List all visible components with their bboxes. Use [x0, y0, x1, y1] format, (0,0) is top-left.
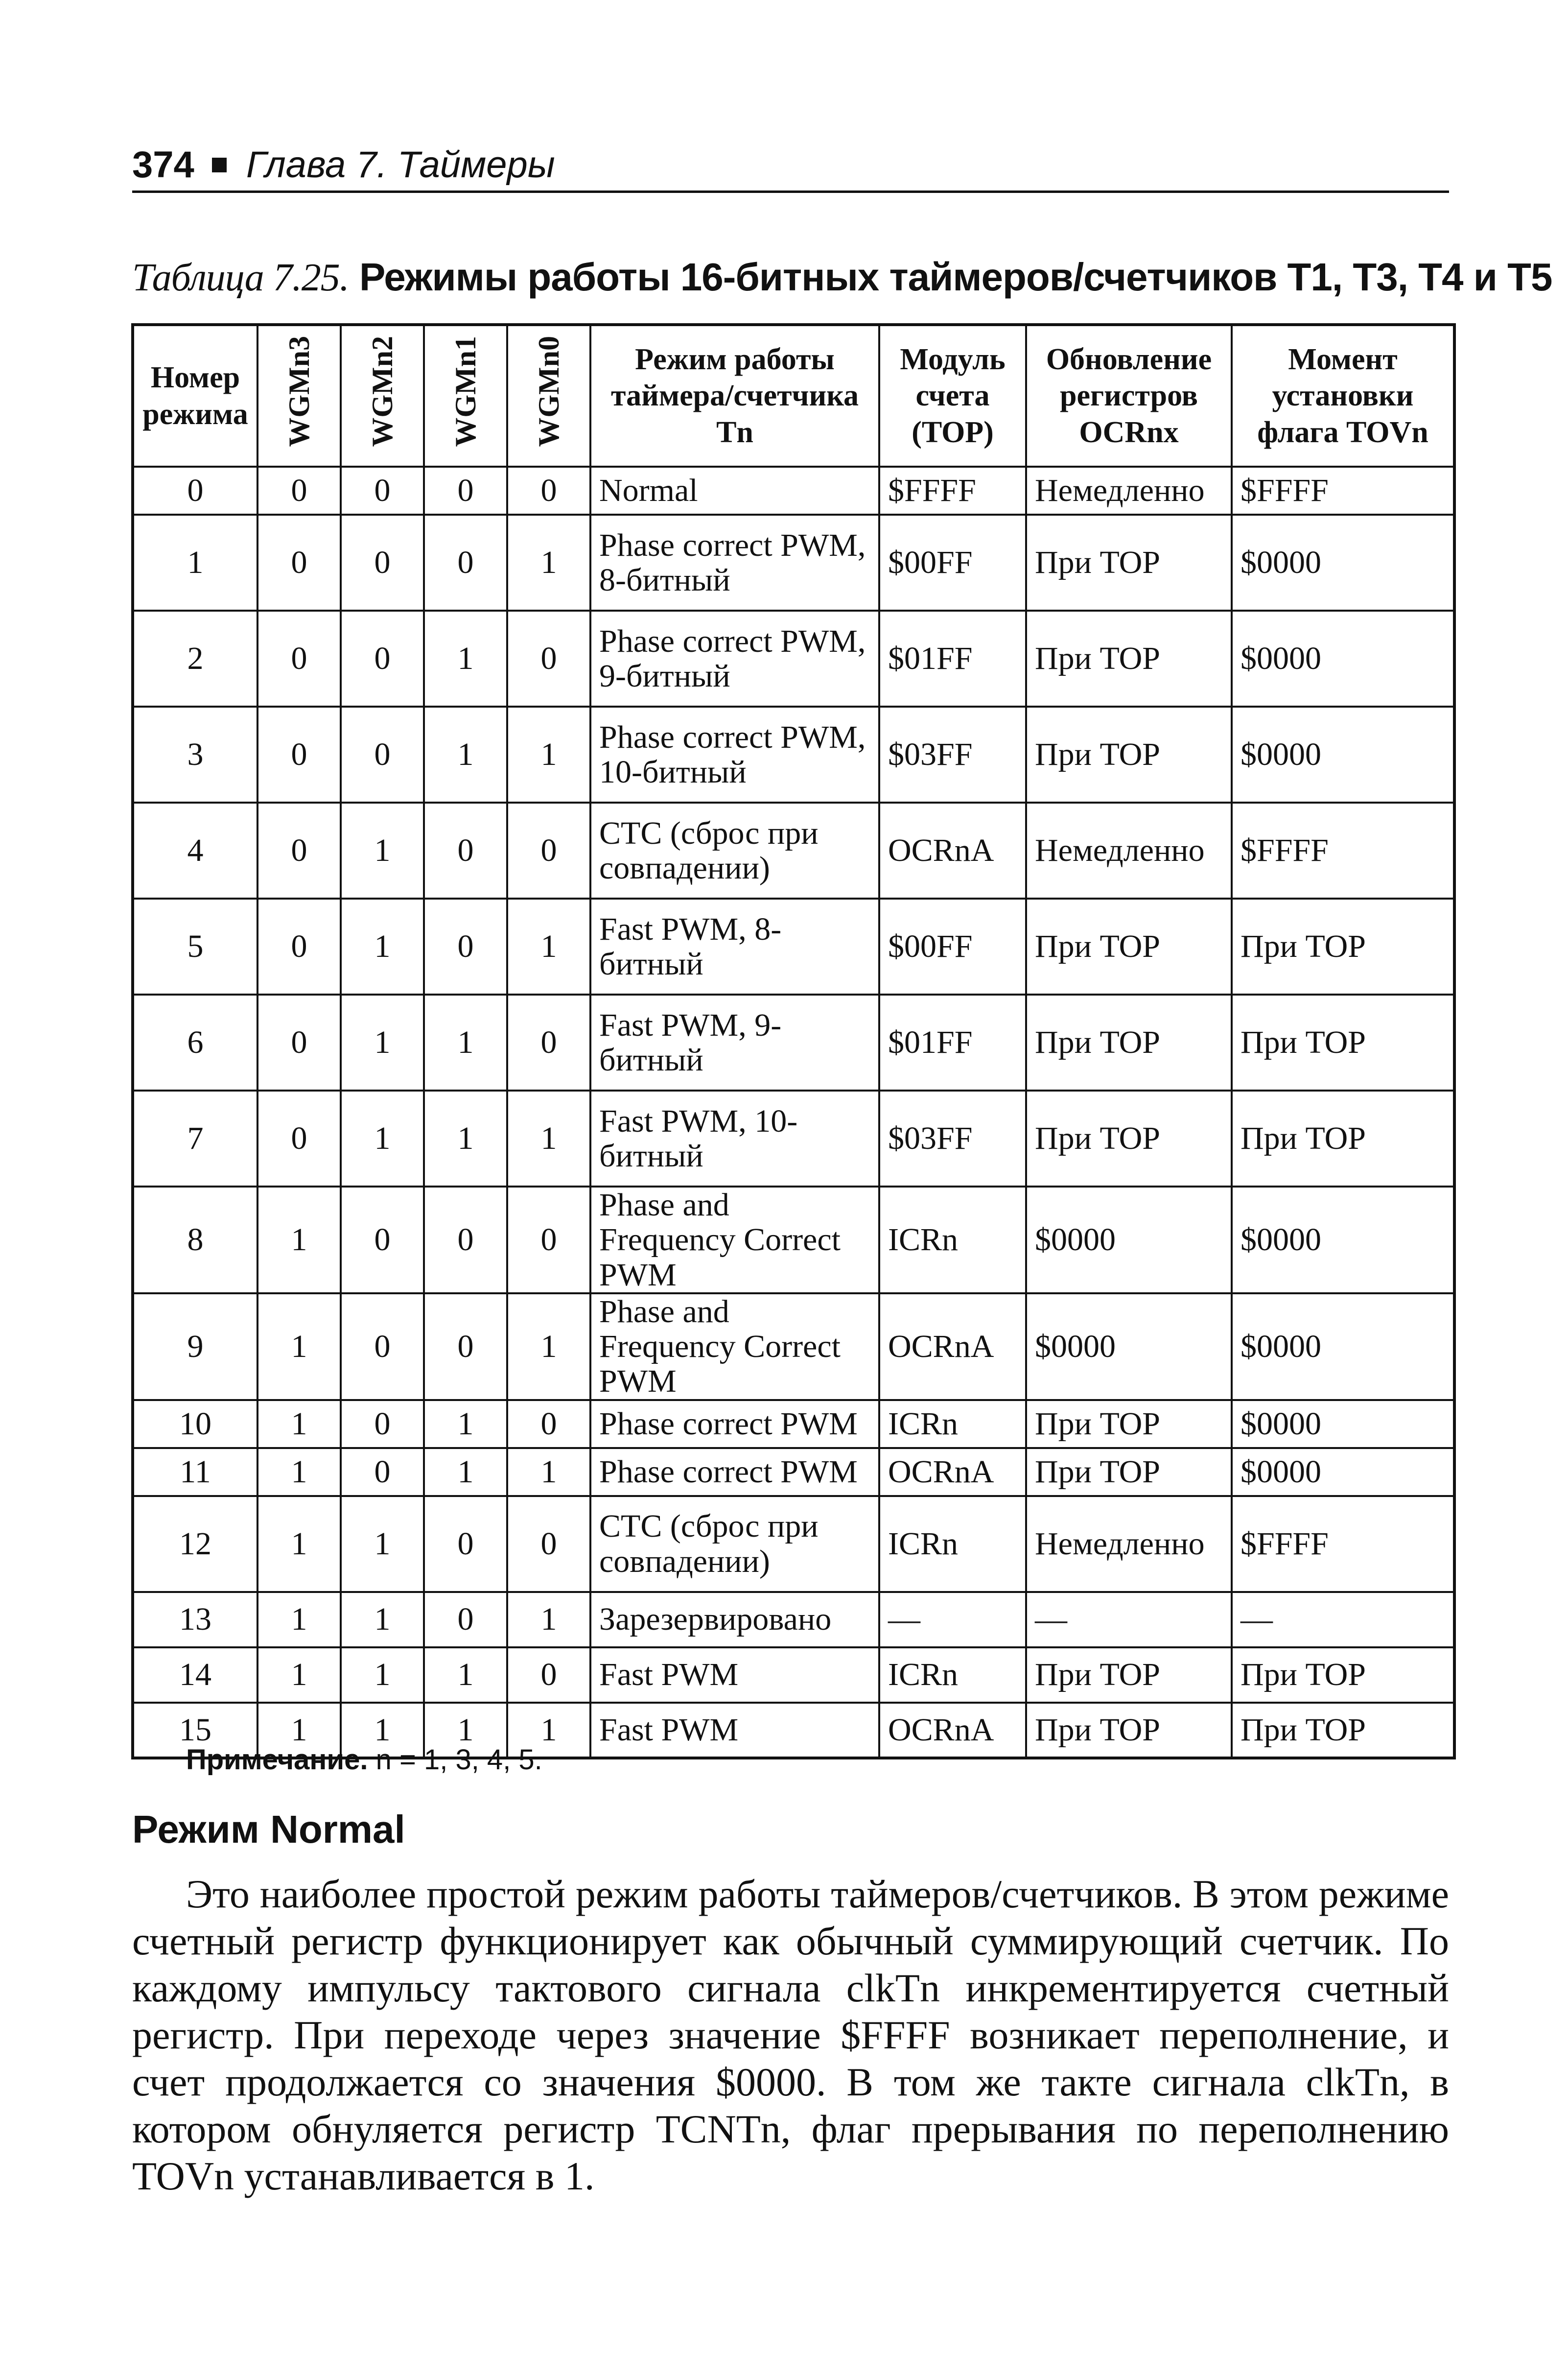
- table-row: [133, 1187, 1454, 1293]
- table-cell: 0: [341, 467, 424, 515]
- header-ocr-update: Обновление регистров OCRnx: [1026, 325, 1232, 467]
- table-cell: 0: [507, 1400, 590, 1448]
- table-cell: 2: [133, 611, 257, 707]
- table-cell: 0: [424, 515, 507, 611]
- table-cell: 1: [507, 1293, 590, 1400]
- table-cell: 1: [507, 1448, 590, 1496]
- table-cell: ICRn: [879, 1496, 1026, 1592]
- table-cell: 0: [424, 1592, 507, 1647]
- table-cell: 1: [341, 1703, 424, 1758]
- header-mode-number: Номер режима: [133, 325, 257, 467]
- table-cell: 0: [507, 1647, 590, 1703]
- table-cell: 3: [133, 707, 257, 803]
- table-cell: 0: [341, 707, 424, 803]
- table-cell: —: [879, 1592, 1026, 1647]
- table-cell: 7: [133, 1091, 257, 1187]
- table-row: [133, 899, 1454, 995]
- note-text: n = 1, 3, 4, 5.: [375, 1744, 542, 1776]
- table-cell: 0: [424, 467, 507, 515]
- header-mode: Режим работы таймера/счетчика Тn: [590, 325, 879, 467]
- section-title: Режим Normal: [132, 1807, 405, 1851]
- bullet-icon: [212, 158, 227, 172]
- table-cell: При TOP: [1026, 995, 1232, 1091]
- table-cell: Немедленно: [1026, 803, 1232, 899]
- table-cell: $00FF: [879, 899, 1026, 995]
- table-cell: Phase and Frequency Correct PWM: [590, 1187, 879, 1293]
- table-cell: $0000: [1232, 707, 1454, 803]
- table-header-row: [133, 325, 1454, 467]
- table-cell: Зарезервировано: [590, 1592, 879, 1647]
- table-cell: 1: [424, 707, 507, 803]
- table-row: [133, 803, 1454, 899]
- table-cell: 1: [507, 1592, 590, 1647]
- table-cell: 0: [424, 899, 507, 995]
- table-cell: 1: [257, 1293, 341, 1400]
- table-cell: 1: [424, 1647, 507, 1703]
- table-cell: 0: [133, 467, 257, 515]
- table-cell: Normal: [590, 467, 879, 515]
- table-row: [133, 1647, 1454, 1703]
- table-cell: 1: [507, 1703, 590, 1758]
- table-caption: [132, 255, 1552, 300]
- table-cell: $03FF: [879, 707, 1026, 803]
- table-cell: 15: [133, 1703, 257, 1758]
- header-wgm0: [507, 325, 590, 467]
- table-cell: 0: [424, 1496, 507, 1592]
- table-cell: При TOP: [1232, 899, 1454, 995]
- table-cell: $00FF: [879, 515, 1026, 611]
- table-cell: 1: [133, 515, 257, 611]
- table-cell: 0: [341, 1400, 424, 1448]
- table-cell: —: [1232, 1592, 1454, 1647]
- table-cell: OCRnA: [879, 1703, 1026, 1758]
- table-cell: 1: [507, 1091, 590, 1187]
- table-cell: 1: [507, 515, 590, 611]
- table-cell: 0: [341, 1293, 424, 1400]
- table-cell: 1: [257, 1187, 341, 1293]
- table-cell: При TOP: [1232, 1091, 1454, 1187]
- header-wgm2: [341, 325, 424, 467]
- table-cell: ICRn: [879, 1187, 1026, 1293]
- table-cell: 8: [133, 1187, 257, 1293]
- table-cell: При TOP: [1026, 1703, 1232, 1758]
- table-cell: При TOP: [1026, 1647, 1232, 1703]
- table-row: [133, 1592, 1454, 1647]
- table-cell: 4: [133, 803, 257, 899]
- table-cell: Немедленно: [1026, 1496, 1232, 1592]
- table-cell: ICRn: [879, 1647, 1026, 1703]
- table-cell: $0000: [1232, 1448, 1454, 1496]
- table-cell: 1: [424, 611, 507, 707]
- table-cell: Phase and Frequency Correct PWM: [590, 1293, 879, 1400]
- table-cell: 0: [507, 803, 590, 899]
- table-cell: 0: [257, 1091, 341, 1187]
- table-row: [133, 1448, 1454, 1496]
- table-cell: 0: [424, 1187, 507, 1293]
- header-top: Модуль счета (TOP): [879, 325, 1026, 467]
- table-cell: Phase correct PWM: [590, 1448, 879, 1496]
- table-cell: 1: [507, 707, 590, 803]
- table-note: [186, 1743, 542, 1776]
- table-cell: Phase correct PWM: [590, 1400, 879, 1448]
- table-cell: $0000: [1232, 611, 1454, 707]
- table-cell: 0: [424, 1293, 507, 1400]
- table-cell: Fast PWM, 10-битный: [590, 1091, 879, 1187]
- timer-modes-table: [131, 323, 1456, 1759]
- table-row: [133, 515, 1454, 611]
- table-cell: 11: [133, 1448, 257, 1496]
- table-cell: 1: [341, 1647, 424, 1703]
- table-row: [133, 707, 1454, 803]
- table-cell: 0: [257, 515, 341, 611]
- table-cell: 0: [507, 1496, 590, 1592]
- table-cell: 1: [257, 1496, 341, 1592]
- table-cell: 0: [257, 995, 341, 1091]
- table-row: [133, 1400, 1454, 1448]
- table-cell: При TOP: [1026, 707, 1232, 803]
- table-cell: 1: [341, 899, 424, 995]
- table-cell: $0000: [1232, 1293, 1454, 1400]
- table-cell: ICRn: [879, 1400, 1026, 1448]
- chapter-title: Глава 7. Таймеры: [246, 144, 555, 186]
- table-cell: 0: [257, 707, 341, 803]
- table-cell: 0: [341, 1187, 424, 1293]
- header-tov-flag: Момент установки флага TOVn: [1232, 325, 1454, 467]
- table-cell: При TOP: [1026, 1448, 1232, 1496]
- table-cell: OCRnA: [879, 1448, 1026, 1496]
- table-cell: 0: [341, 515, 424, 611]
- page-header: [132, 139, 1449, 193]
- table-cell: 1: [257, 1400, 341, 1448]
- table-cell: 1: [424, 1091, 507, 1187]
- table-cell: $FFFF: [1232, 803, 1454, 899]
- header-wgm3: [257, 325, 341, 467]
- table-cell: 0: [507, 1187, 590, 1293]
- table-cell: —: [1026, 1592, 1232, 1647]
- header-wgm2-label: WGMn2: [366, 336, 398, 448]
- table-cell: Fast PWM: [590, 1703, 879, 1758]
- table-cell: $0000: [1232, 1400, 1454, 1448]
- table-cell: При TOP: [1026, 1400, 1232, 1448]
- table-cell: 1: [341, 803, 424, 899]
- table-cell: 12: [133, 1496, 257, 1592]
- table-cell: OCRnA: [879, 1293, 1026, 1400]
- table-cell: При TOP: [1232, 995, 1454, 1091]
- table-cell: 10: [133, 1400, 257, 1448]
- table-cell: 1: [424, 1400, 507, 1448]
- table-row: [133, 1091, 1454, 1187]
- table-cell: 0: [507, 611, 590, 707]
- table-cell: Phase correct PWM, 10-битный: [590, 707, 879, 803]
- header-wgm3-label: WGMn3: [283, 336, 315, 448]
- table-cell: 1: [507, 899, 590, 995]
- table-caption-label: Таблица 7.25.: [132, 256, 349, 299]
- table-cell: $FFFF: [1232, 467, 1454, 515]
- table-cell: 0: [257, 803, 341, 899]
- table-cell: Немедленно: [1026, 467, 1232, 515]
- table-cell: При TOP: [1232, 1647, 1454, 1703]
- table-cell: 5: [133, 899, 257, 995]
- table-cell: 14: [133, 1647, 257, 1703]
- header-wgm1-label: WGMn1: [449, 336, 482, 448]
- table-cell: 13: [133, 1592, 257, 1647]
- table-cell: Phase correct PWM, 8-битный: [590, 515, 879, 611]
- table-cell: 6: [133, 995, 257, 1091]
- table-cell: 0: [257, 899, 341, 995]
- table-cell: $03FF: [879, 1091, 1026, 1187]
- table-cell: 0: [341, 611, 424, 707]
- table-cell: При TOP: [1232, 1703, 1454, 1758]
- table-cell: Phase correct PWM, 9-битный: [590, 611, 879, 707]
- table-cell: OCRnA: [879, 803, 1026, 899]
- header-wgm0-label: WGMn0: [533, 336, 565, 448]
- table-cell: Fast PWM, 8-битный: [590, 899, 879, 995]
- table-cell: CTC (сброс при совпадении): [590, 1496, 879, 1592]
- table-cell: $FFFF: [1232, 1496, 1454, 1592]
- table-cell: При TOP: [1026, 611, 1232, 707]
- table-cell: 1: [257, 1592, 341, 1647]
- table-cell: При TOP: [1026, 899, 1232, 995]
- table-row: [133, 611, 1454, 707]
- table-cell: При TOP: [1026, 515, 1232, 611]
- table-row: [133, 1293, 1454, 1400]
- table-cell: 1: [424, 995, 507, 1091]
- table-cell: 1: [257, 1647, 341, 1703]
- table-cell: $0000: [1232, 515, 1454, 611]
- table-cell: $01FF: [879, 995, 1026, 1091]
- body-paragraph: Это наиболее простой режим работы таймеров/счетчиков. В этом режиме счетный регистр функционирует как обычный суммирующий счетчик. По каждому импульсу тактового сигнала clkTn инкрементируется счетный регистр. При переходе через значение $FFFF возникает переполнение, и счет продолжается со значения $0000. В том же такте сигнала clkTn, в котором обнуляется регистр TCNTn, флаг прерывания по переполнению TOVn устанавливается в 1.: [132, 1872, 1449, 2198]
- table-cell: 0: [341, 1448, 424, 1496]
- table-row: [133, 995, 1454, 1091]
- table-row: [133, 1496, 1454, 1592]
- table-cell: 1: [424, 1703, 507, 1758]
- table-cell: $0000: [1026, 1187, 1232, 1293]
- note-label: Примечание.: [186, 1744, 368, 1776]
- table-body: [133, 467, 1454, 1758]
- table-cell: 0: [507, 467, 590, 515]
- table-cell: 0: [507, 995, 590, 1091]
- table-cell: Fast PWM, 9-битный: [590, 995, 879, 1091]
- table-caption-text: Режимы работы 16-битных таймеров/счетчиков Т1, Т3, Т4 и Т5: [359, 255, 1552, 299]
- table-cell: 1: [341, 1496, 424, 1592]
- page-number: 374: [132, 144, 194, 186]
- table-cell: Fast PWM: [590, 1647, 879, 1703]
- table-cell: 1: [341, 1592, 424, 1647]
- table-cell: 0: [424, 803, 507, 899]
- table-cell: 1: [257, 1448, 341, 1496]
- table-cell: $0000: [1232, 1187, 1454, 1293]
- table-cell: $01FF: [879, 611, 1026, 707]
- table-cell: $FFFF: [879, 467, 1026, 515]
- table-cell: При TOP: [1026, 1091, 1232, 1187]
- table-row: [133, 467, 1454, 515]
- header-wgm1: [424, 325, 507, 467]
- table-cell: 1: [341, 1091, 424, 1187]
- table-cell: 1: [424, 1448, 507, 1496]
- table-cell: 9: [133, 1293, 257, 1400]
- table-cell: 1: [257, 1703, 341, 1758]
- table-cell: 0: [257, 467, 341, 515]
- table-cell: 0: [257, 611, 341, 707]
- table-cell: 1: [341, 995, 424, 1091]
- table-cell: CTC (сброс при совпадении): [590, 803, 879, 899]
- table-cell: $0000: [1026, 1293, 1232, 1400]
